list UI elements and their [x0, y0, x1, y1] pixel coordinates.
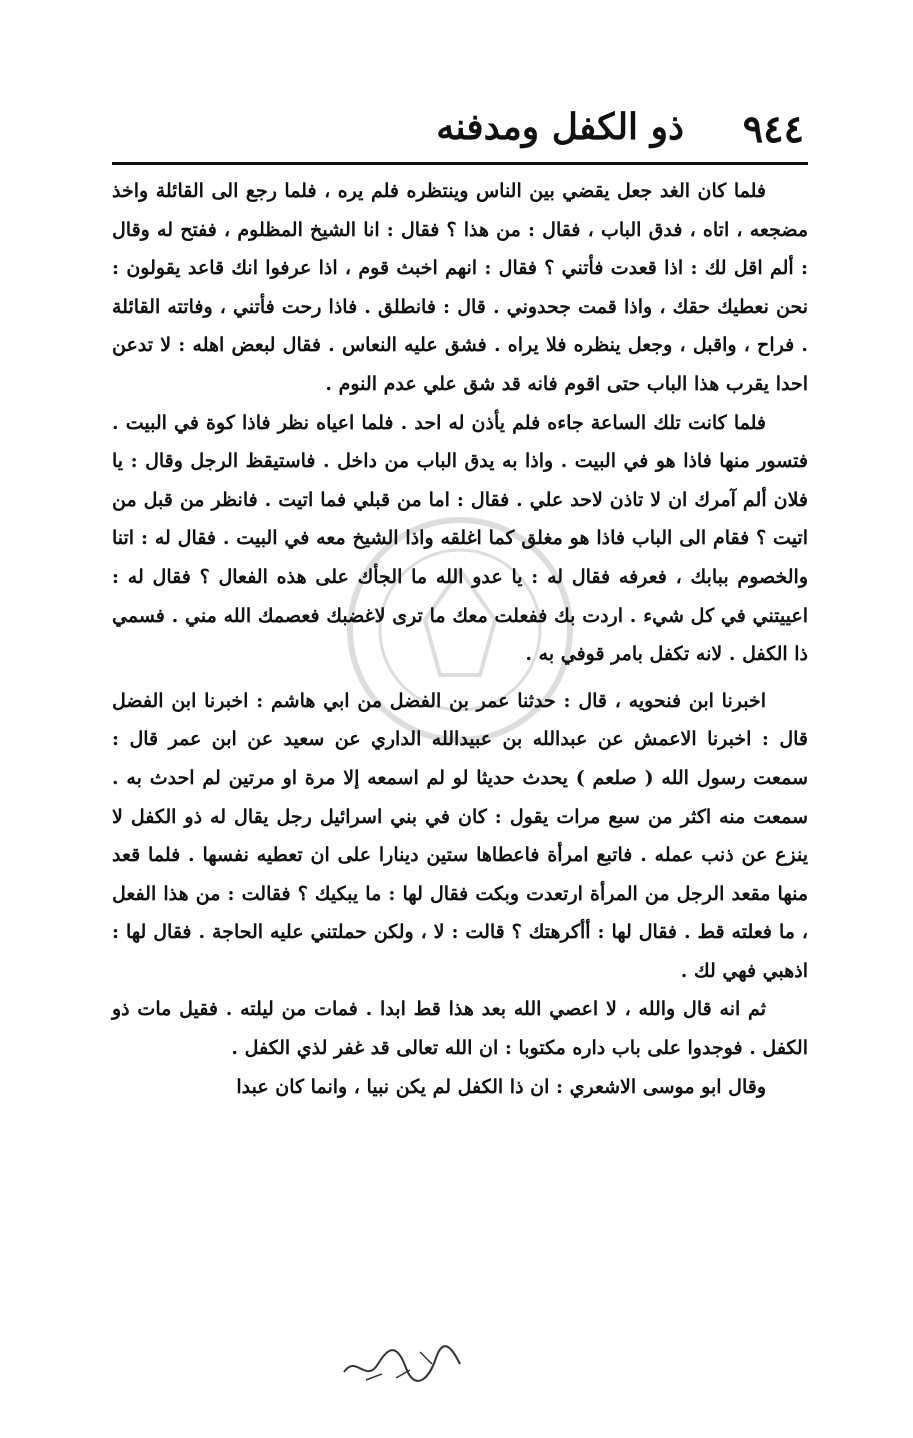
page-number: ٩٤٤ [742, 106, 804, 151]
body-text [112, 172, 808, 1106]
paragraph-1: فلما كان الغد جعل يقضي بين الناس وينتظره فلم يره ، فلما رجع الى القائلة واخذ مضجعه ، اتاه ، فدق الباب ، فقال : من هذا ؟ فقال : انا الشيخ المظلوم ، ففتح له وقال : ألم اقل لك : اذا قعدت فأتني ؟ فقال : انهم اخبث قوم ، اذا عرفوا انك قاعد يقولون : نحن نعطيك حقك ، واذا قمت جحدوني . قال : فانطلق . فاذا رحت فأتني ، وفاتته القائلة . فراح ، واقبل ، وجعل ينظره فلا يراه . فشق عليه النعاس . فقال لبعض اهله : لا تدعن احدا يقرب هذا الباب حتى اقوم فانه قد شق علي عدم النوم . [112, 180, 808, 395]
header-rule [112, 162, 808, 165]
page-header [112, 108, 804, 166]
paragraph-4: ثم انه قال والله ، لا اعصي الله بعد هذا قط ابدا . فمات من ليلته . فقيل مات ذو الكفل . فوجدوا على باب داره مكتوبا : ان الله تعالى قد غفر لذي الكفل . [112, 998, 808, 1060]
running-title: ذو الكفل ومدفنه [436, 106, 684, 148]
paragraph-2: فلما كانت تلك الساعة جاءه فلم يأذن له احد . فلما اعياه نظر فاذا كوة في البيت . فتسور منها فاذا هو في البيت . واذا به يدق الباب من داخل . فاستيقظ الرجل وقال : يا فلان ألم آمرك ان لا تاذن لاحد علي . فقال : اما من قبلي فما اتيت . فانظر من قبل من اتيت ؟ فقام الى الباب فاذا هو مغلق كما اغلقه واذا الشيخ معه في البيت . فقال له : اتنا والخصوم ببابك ، فعرفه فقال له : يا عدو الله ما الجأك على هذه الفعال ؟ فقال له : اعييتني في كل شيء . اردت بك ففعلت معك ما ترى لاغضبك فعصمك الله مني . فسمي ذا الكفل . لانه تكفل بامر قوفي به . [112, 411, 808, 666]
paragraph-3: اخبرنا ابن فنحويه ، قال : حدثنا عمر بن الفضل من ابي هاشم : اخبرنا ابن الفضل قال : اخبرنا الاعمش عن عبدالله بن عبيدالله الداري عن سعيد عن ابن عمر قال : سمعت رسول الله ( صلعم ) يحدث حديثا لو لم اسمعه إلا مرة او مرتين لم احدث به . سمعت منه اكثر من سبع مرات يقول : كان في بني اسرائيل رجل يقال له ذو الكفل لا ينزع عن ذنب عمله . فاتبع امرأة فاعطاها ستين دينارا على ان تعطيه نفسها . فلما قعد منها مقعد الرجل من المرأة ارتعدت وبكت فقال لها : ما يبكيك ؟ فقالت : من هذا الفعل ، ما فعلته قط . فقال لها : أأكرهتك ؟ قالت : لا ، ولكن حملتني عليه الحاجة . فقال لها : اذهبي فهي لك . [112, 689, 808, 982]
handwritten-signature [336, 1334, 466, 1394]
paragraph-5: وقال ابو موسى الاشعري : ان ذا الكفل لم يكن نبيا ، وانما كان عبدا [236, 1075, 766, 1098]
